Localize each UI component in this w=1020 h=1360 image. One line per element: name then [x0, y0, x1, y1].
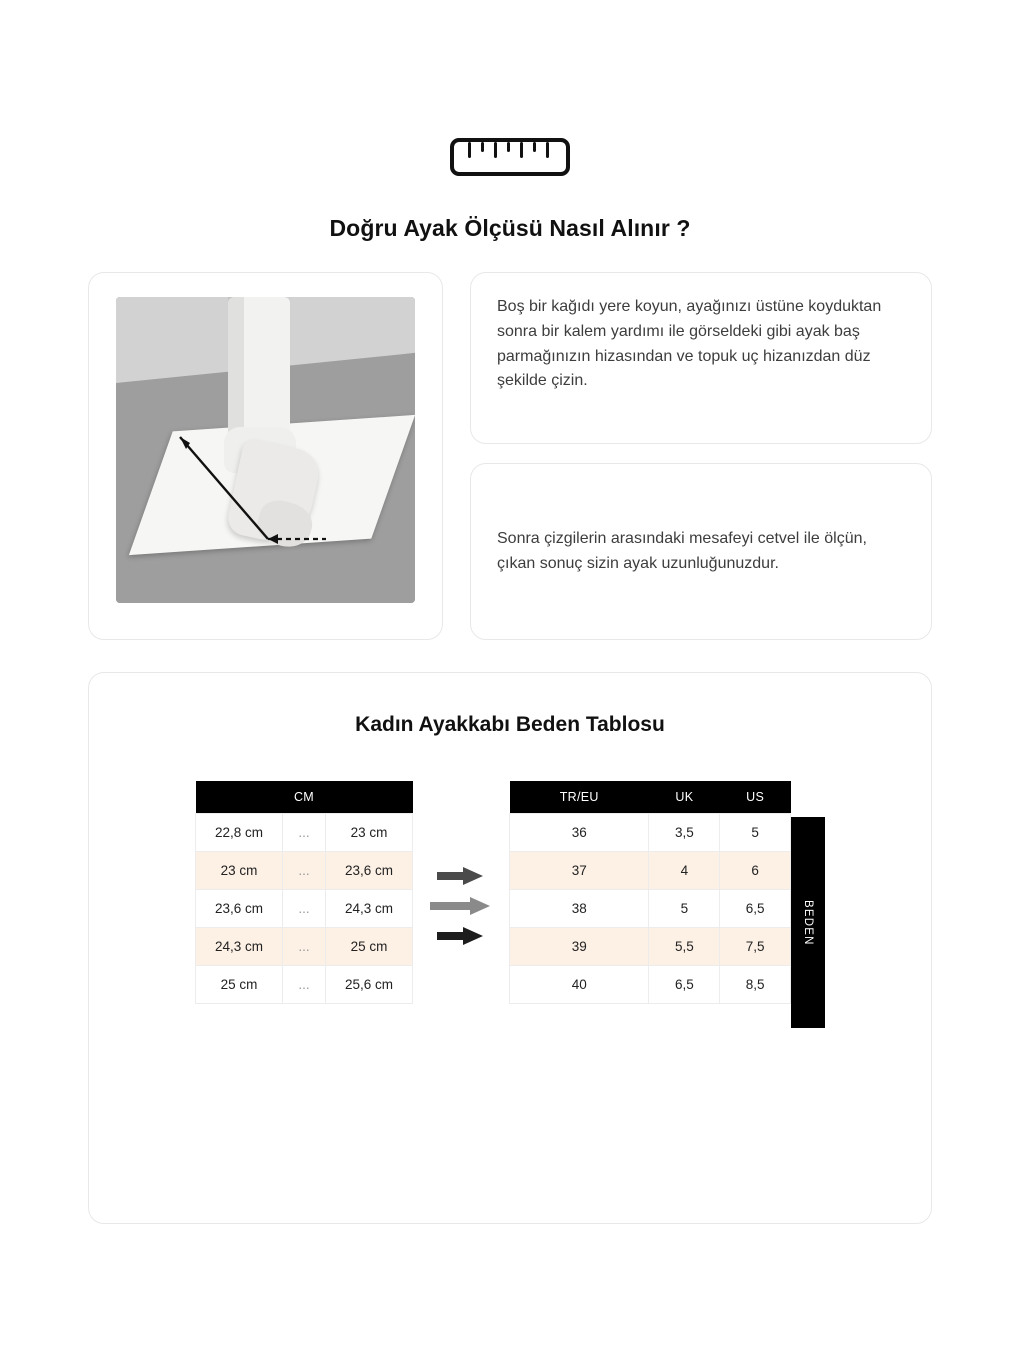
table-row [196, 966, 413, 1004]
size-uk: 3,5 [649, 814, 720, 852]
cm-sep: ... [283, 890, 326, 928]
measurement-arrow-icon [116, 297, 415, 603]
cm-table-header: CM [196, 781, 413, 814]
cm-from: 24,3 cm [196, 928, 283, 966]
cm-sep: ... [283, 814, 326, 852]
table-row [510, 928, 791, 966]
size-us: 5 [720, 814, 791, 852]
table-row [510, 890, 791, 928]
ruler-icon-container [0, 0, 1020, 176]
tables-wrapper [89, 781, 931, 1028]
beden-side-label [791, 817, 825, 1028]
instruction-card-2: Sonra çizgilerin arasındaki mesafeyi cetvel ile ölçün, çıkan sonuç sizin ayak uzunluğunuzdur. [470, 463, 932, 640]
table-row [196, 852, 413, 890]
page-title: Doğru Ayak Ölçüsü Nasıl Alınır ? [329, 215, 691, 241]
size-header-us: US [720, 781, 791, 814]
cm-to: 25,6 cm [326, 966, 413, 1004]
arrows-group [413, 781, 509, 945]
table-row [510, 852, 791, 890]
arrow-right-icon [437, 867, 485, 885]
size-table [509, 781, 791, 1004]
size-uk: 6,5 [649, 966, 720, 1004]
size-us: 8,5 [720, 966, 791, 1004]
cm-from: 23 cm [196, 852, 283, 890]
size-table-title: Kadın Ayakkabı Beden Tablosu [355, 713, 665, 736]
beden-side-label-text: BEDEN [802, 899, 814, 946]
size-treu: 36 [510, 814, 649, 852]
size-uk: 5 [649, 890, 720, 928]
ruler-icon [450, 138, 570, 176]
intro-section [0, 242, 1020, 640]
table-row [196, 928, 413, 966]
size-uk: 4 [649, 852, 720, 890]
size-treu: 37 [510, 852, 649, 890]
foot-measurement-photo [116, 297, 415, 603]
size-header-treu: TR/EU [510, 781, 649, 814]
cm-sep: ... [283, 966, 326, 1004]
cm-table [195, 781, 413, 1004]
table-row [510, 966, 791, 1004]
table-row [196, 890, 413, 928]
photo-card [88, 272, 443, 640]
arrow-right-icon [437, 927, 485, 945]
instructions-column [470, 272, 932, 640]
size-treu: 39 [510, 928, 649, 966]
size-us: 6,5 [720, 890, 791, 928]
cm-to: 23 cm [326, 814, 413, 852]
size-table-card [88, 672, 932, 1224]
size-header-uk: UK [649, 781, 720, 814]
cm-to: 23,6 cm [326, 852, 413, 890]
size-us: 6 [720, 852, 791, 890]
size-us: 7,5 [720, 928, 791, 966]
cm-from: 25 cm [196, 966, 283, 1004]
cm-to: 25 cm [326, 928, 413, 966]
size-treu: 40 [510, 966, 649, 1004]
cm-from: 23,6 cm [196, 890, 283, 928]
size-treu: 38 [510, 890, 649, 928]
cm-sep: ... [283, 852, 326, 890]
table-row [510, 814, 791, 852]
cm-to: 24,3 cm [326, 890, 413, 928]
cm-sep: ... [283, 928, 326, 966]
cm-from: 22,8 cm [196, 814, 283, 852]
arrow-right-icon [430, 897, 492, 915]
size-uk: 5,5 [649, 928, 720, 966]
instruction-card-1: Boş bir kağıdı yere koyun, ayağınızı üstüne koyduktan sonra bir kalem yardımı ile görseldeki gibi ayak baş parmağınızın hizasından ve topuk uç hizanızdan düz şekilde çizin. [470, 272, 932, 444]
table-row [196, 814, 413, 852]
